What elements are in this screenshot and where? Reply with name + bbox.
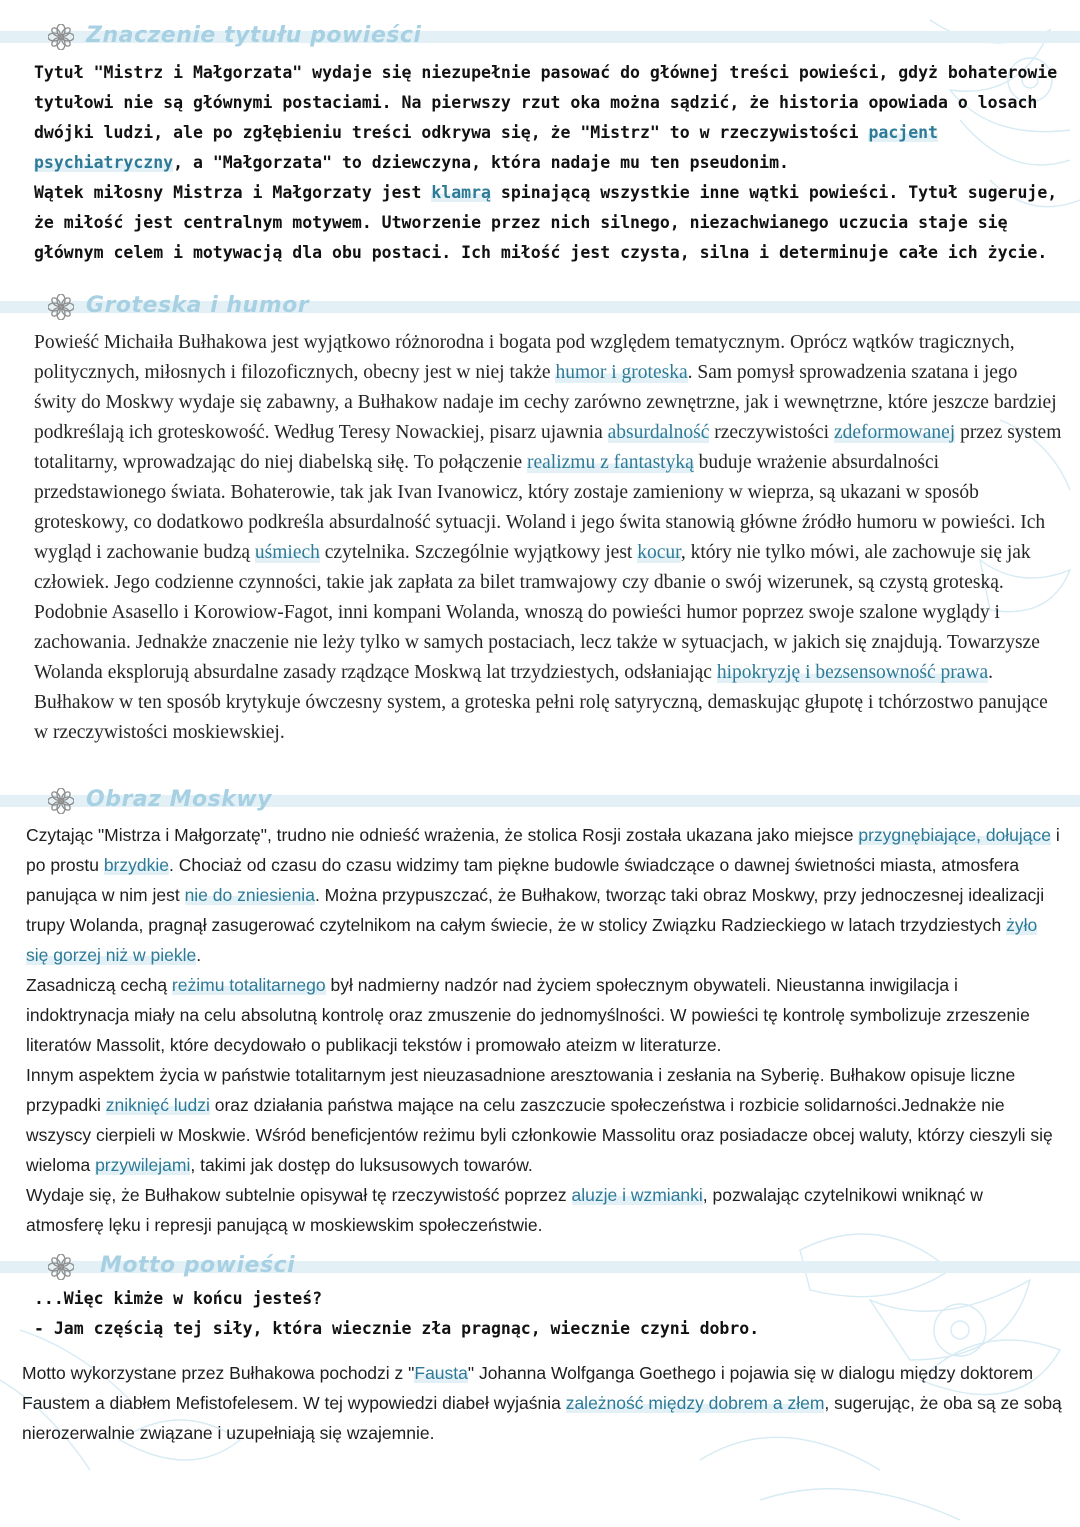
- paragraph: Motto wykorzystane przez Bułhakowa pochodzi z "Fausta" Johanna Wolfganga Goethego i pojawia się w dialogu między doktorem Faustem a diabłem Mefistofelesem. W tej wypowiedzi diabeł wyjaśnia zależność między dobrem a złem, sugerując, że oba są ze sobą nierozerwalnie związane i uzupełniają się wzajemnie.: [22, 1363, 1062, 1443]
- highlight: uśmiech: [254, 542, 320, 563]
- section-heading: [0, 786, 1080, 816]
- highlight: nie do zniesienia: [184, 885, 315, 905]
- highlight: Fausta: [414, 1363, 468, 1383]
- highlight: zdeformowanej: [833, 422, 956, 443]
- heading-title: Znaczenie tytułu powieści: [86, 23, 422, 48]
- highlight: przywilejami: [95, 1155, 191, 1175]
- highlight: kocur: [637, 542, 681, 563]
- flower-icon: [48, 294, 74, 320]
- highlight: absurdalność: [607, 422, 710, 443]
- paragraph: Wątek miłosny Mistrza i Małgorzaty jest klamrą spinającą wszystkie inne wątki powieści. Tytuł sugeruje, że miłość jest centralnym motywem. Utworzenie przez nich silnego, niezachwianego uczucia staje się głównym celem i motywacją dla obu postaci. Ich miłość jest czysta, silna i determinuje całe ich życie.: [34, 183, 1058, 262]
- highlight: zniknięć ludzi: [105, 1095, 210, 1115]
- highlight: humor i groteska: [555, 362, 688, 383]
- highlight: reżimu totalitarnego: [171, 975, 326, 995]
- section-moscow: [0, 786, 1080, 1240]
- highlight: realizmu z fantastyką: [527, 452, 694, 473]
- motto-quote-answer: - Jam częścią tej siły, która wiecznie zła pragnąc, wiecznie czyni dobro.: [34, 1319, 760, 1338]
- highlight: zależność między dobrem a złem: [565, 1393, 825, 1413]
- heading-title: Obraz Moskwy: [86, 787, 273, 812]
- section-grotesque: [0, 292, 1080, 748]
- highlight: przygnębiające, dołujące: [858, 825, 1052, 845]
- section-heading: [0, 292, 1080, 322]
- flower-icon: [48, 1254, 74, 1280]
- highlight: pacjent psychiatryczny: [34, 123, 938, 172]
- section-heading: [0, 22, 1080, 52]
- highlight: hipokryzję i bezsensowność prawa: [716, 662, 989, 683]
- heading-title: Motto powieści: [100, 1253, 296, 1278]
- highlight: brzydkie: [103, 855, 169, 875]
- highlight: aluzje i wzmianki: [571, 1185, 703, 1205]
- flower-icon: [48, 788, 74, 814]
- heading-title: Groteska i humor: [86, 293, 310, 318]
- motto-quote-question: ...Więc kimże w końcu jesteś?: [34, 1289, 323, 1308]
- highlight: żyło się gorzej niż w piekle: [26, 915, 1038, 965]
- flower-icon: [48, 24, 74, 50]
- section-heading: [0, 1252, 1080, 1282]
- paragraph: Powieść Michaiła Bułhakowa jest wyjątkowo różnorodna i bogata pod względem tematycznym. Oprócz wątków tragicznych, politycznych, miłosnych i filozoficznych, obecny jest w niej także humor i groteska. Sam pomysł sprowadzenia szatana i jego świty do Moskwy wydaje się zabawny, a Bułhakow nadaje im cechy zarówno zewnętrzne, jak i wewnętrzne, które jeszcze bardziej podkreślają ich groteskowość. Według Teresy Nowackiej, pisarz ujawnia absurdalność rzeczywistości zdeformowanej przez system totalitarny, wprowadzając do niej diabelską siłę. To połączenie realizmu z fantastyką buduje wrażenie absurdalności przedstawionego świata. Bohaterowie, tak jak Ivan Ivanowicz, który zostaje zamieniony w wieprza, są ukazani w sposób groteskowy, co dodatkowo podkreśla absurdalność sytuacji. Woland i jego świta stanowią główne źródło humoru w powieści. Ich wygląd i zachowanie budzą uśmiech czytelnika. Szczególnie wyjątkowy jest kocur, który nie tylko mówi, ale zachowuje się jak człowiek. Jego codzienne czynności, takie jak zapłata za bilet tramwajowy czy dbanie o swój wizerunek, są czystą groteską. Podobnie Asasello i Korowiow-Fagot, inni kompani Wolanda, wnoszą do powieści humor poprzez swoje szalone wyglądy i zachowania. Jednakże znaczenie nie leży tylko w samych postaciach, lecz także w sytuacjach, w jakich się znajdują. Towarzysze Wolanda eksplorują absurdalne zasady rządzące Moskwą lat trzydziestych, odsłaniając hipokryzję i bezsensowność prawa. Bułhakow w ten sposób krytykuje ówczesny system, a groteska pełni rolę satyryczną, demaskując głupotę i tchórzostwo panujące w rzeczywistości moskiewskiej.: [34, 332, 1062, 743]
- section-title-meaning: [0, 22, 1080, 268]
- highlight: klamrą: [431, 183, 491, 202]
- section-motto: [0, 1252, 1080, 1448]
- paragraph: Tytuł "Mistrz i Małgorzata" wydaje się niezupełnie pasować do głównej treści powieści, gdyż bohaterowie tytułowi nie są głównymi postaciami. Na pierwszy rzut oka można sądzić, że historia opowiada o losach dwójki ludzi, ale po zgłębieniu treści odkrywa się, że "Mistrz" to w rzeczywistości pacjent psychiatryczny, a "Małgorzata" to dziewczyna, która nadaje mu ten pseudonim.: [34, 63, 1058, 172]
- paragraph: Czytając "Mistrza i Małgorzatę", trudno nie odnieść wrażenia, że stolica Rosji została ukazana jako miejsce przygnębiające, dołujące i po prostu brzydkie. Chociaż od czasu do czasu widzimy tam piękne budowle świadczące o dawnej świetności miasta, atmosfera panująca w nim jest nie do zniesienia. Można przypuszczać, że Bułhakow, tworząc taki obraz Moskwy, przy jednoczesnej idealizacji trupy Wolanda, pragnął zasugerować czytelnikom na całym świecie, że w stolicy Związku Radzieckiego w latach trzydziestych żyło się gorzej niż w piekle. Zasadniczą cechą reżimu totalitarnego był nadmierny nadzór nad życiem społecznym obywateli. Nieustanna inwigilacja i indoktrynacja miały na celu absolutną kontrolę oraz zmuszenie do jednomyślności. W powieści tę kontrolę symbolizuje zrzeszenie literatów Massolit, które decydowało o publikacji tekstów i promowało ateizm w literaturze. Innym aspektem życia w państwie totalitarnym jest nieuzasadnione aresztowania i zesłania na Syberię. Bułhakow opisuje liczne przypadki zniknięć ludzi oraz działania państwa mające na celu zaszczucie społeczeństwa i rozbicie solidarności.Jednakże nie wszyscy cierpieli w Moskwie. Wśród beneficjentów reżimu byli członkowie Massolitu oraz posiadacze obcej waluty, którzy cieszyli się wieloma przywilejami, takimi jak dostęp do luksusowych towarów. Wydaje się, że Bułhakow subtelnie opisywał tę rzeczywistość poprzez aluzje i wzmianki, pozwalając czytelnikowi wniknąć w atmosferę lęku i represji panującą w moskiewskim społeczeństwie.: [26, 825, 1060, 1235]
